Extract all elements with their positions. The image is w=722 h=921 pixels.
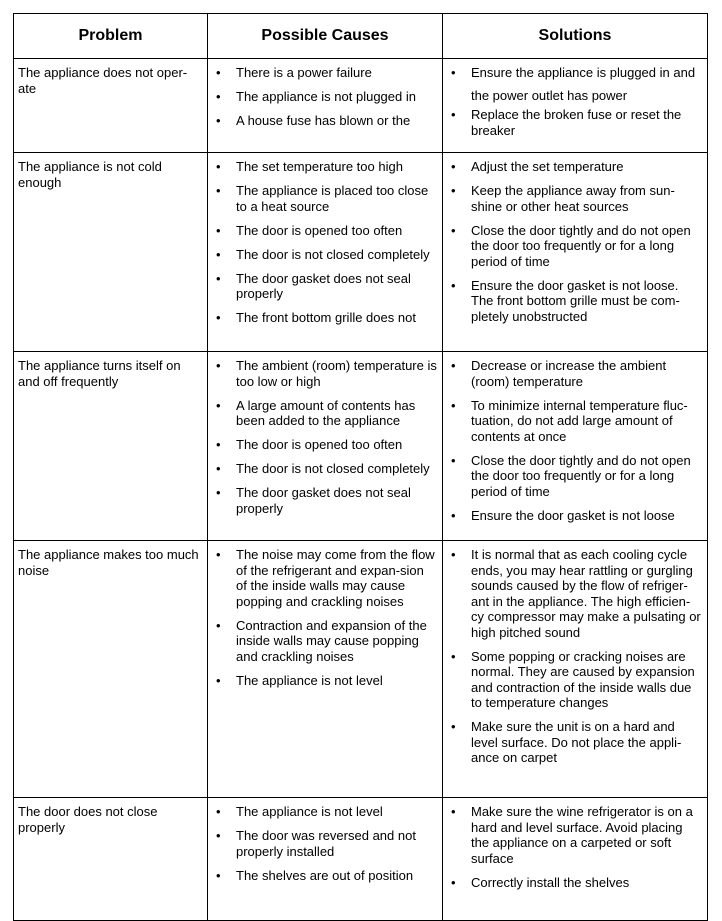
cause-item: • The shelves are out of position [208,868,438,884]
cause-item: • The door is opened too often [208,223,438,239]
solution-item: • Close the door tightly and do not open the door too frequently or for a long period of time [443,453,703,500]
solutions-cell [443,59,708,153]
causes-list [208,798,442,883]
solution-item: • Decrease or increase the ambient (room) temperature [443,358,703,389]
cause-item: • There is a power failure [208,65,438,81]
causes-cell [208,798,443,921]
problem-cell: The door does not close properly [14,798,208,921]
solution-item: • Keep the appliance away from sun-shine or other heat sources [443,183,703,214]
solution-item: • Close the door tightly and do not open the door too frequently or for a long period of time [443,223,703,270]
solution-item: • It is normal that as each cooling cycle ends, you may hear rattling or gurgling sounds caused by the flow of refriger-ant in the appliance. The high efficien-cy compressor may make a pulsating or high pitched sound [443,547,703,640]
header-solutions: Solutions [443,14,708,59]
solution-item: • Some popping or cracking noises are normal. They are caused by expansion and contraction of the inside walls due to temperature changes [443,649,703,711]
cause-item: • The door was reversed and not properly installed [208,828,438,859]
solution-item: • Make sure the unit is on a hard and level surface. Do not place the appli-ance on carpet [443,719,703,766]
causes-cell [208,59,443,153]
solution-item: • Ensure the door gasket is not loose [443,508,703,524]
solution-item: • Make sure the wine refrigerator is on a hard and level surface. Avoid placing the appliance on a carpeted or soft surface [443,804,703,866]
solution-item: • Correctly install the shelves [443,875,703,891]
cause-item: • Contraction and expansion of the inside walls may cause popping and crackling noises [208,618,438,665]
table-row [14,352,708,541]
header-row [14,14,708,59]
cause-item: • The noise may come from the flow of the refrigerant and expan-sion of the inside walls may cause popping and crackling noises [208,547,438,609]
solutions-cell [443,352,708,541]
causes-cell [208,541,443,798]
solutions-cell [443,541,708,798]
problem-cell: The appliance is not cold enough [14,153,208,352]
cause-item: • The door is not closed completely [208,247,438,263]
solution-item: • Adjust the set temperature [443,159,703,175]
causes-list [208,153,442,326]
cause-item: • The appliance is not level [208,804,438,820]
cause-item: • A large amount of contents has been added to the appliance [208,398,438,429]
cause-item: • The door is opened too often [208,437,438,453]
table-row [14,153,708,352]
causes-cell [208,352,443,541]
solutions-list [443,59,707,138]
causes-cell [208,153,443,352]
cause-item: • The door is not closed completely [208,461,438,477]
problem-cell: The appliance turns itself on and off frequently [14,352,208,541]
table-row [14,541,708,798]
cause-item: • The ambient (room) temperature is too low or high [208,358,438,389]
troubleshooting-table [13,13,708,921]
solution-item: • Ensure the appliance is plugged in and the power outlet has power [443,61,703,107]
causes-list [208,541,442,688]
solutions-list [443,541,707,766]
problem-cell: The appliance makes too much noise [14,541,208,798]
cause-item: • The door gasket does not seal properly [208,271,438,302]
troubleshooting-table-container [13,13,707,921]
solutions-list [443,352,707,523]
solutions-cell [443,153,708,352]
solution-item: • To minimize internal temperature fluc-tuation, do not add large amount of contents at once [443,398,703,445]
table-row [14,59,708,153]
cause-item: • The door gasket does not seal properly [208,485,438,516]
solution-item: • Replace the broken fuse or reset the breaker [443,107,703,138]
solutions-cell [443,798,708,921]
cause-item: • The appliance is not plugged in [208,89,438,105]
causes-list [208,352,442,516]
cause-item: • The front bottom grille does not [208,310,438,326]
cause-item: • The appliance is placed too close to a heat source [208,183,438,214]
cause-item: • A house fuse has blown or the [208,113,438,129]
problem-cell: The appliance does not oper-ate [14,59,208,153]
cause-item: • The appliance is not level [208,673,438,689]
solutions-list [443,153,707,324]
table-row [14,798,708,921]
causes-list [208,59,442,129]
solution-item: • Ensure the door gasket is not loose. The front bottom grille must be com-pletely unobstructed [443,278,703,325]
solutions-list [443,798,707,890]
header-problem: Problem [14,14,208,59]
cause-item: • The set temperature too high [208,159,438,175]
header-possible-causes: Possible Causes [208,14,443,59]
